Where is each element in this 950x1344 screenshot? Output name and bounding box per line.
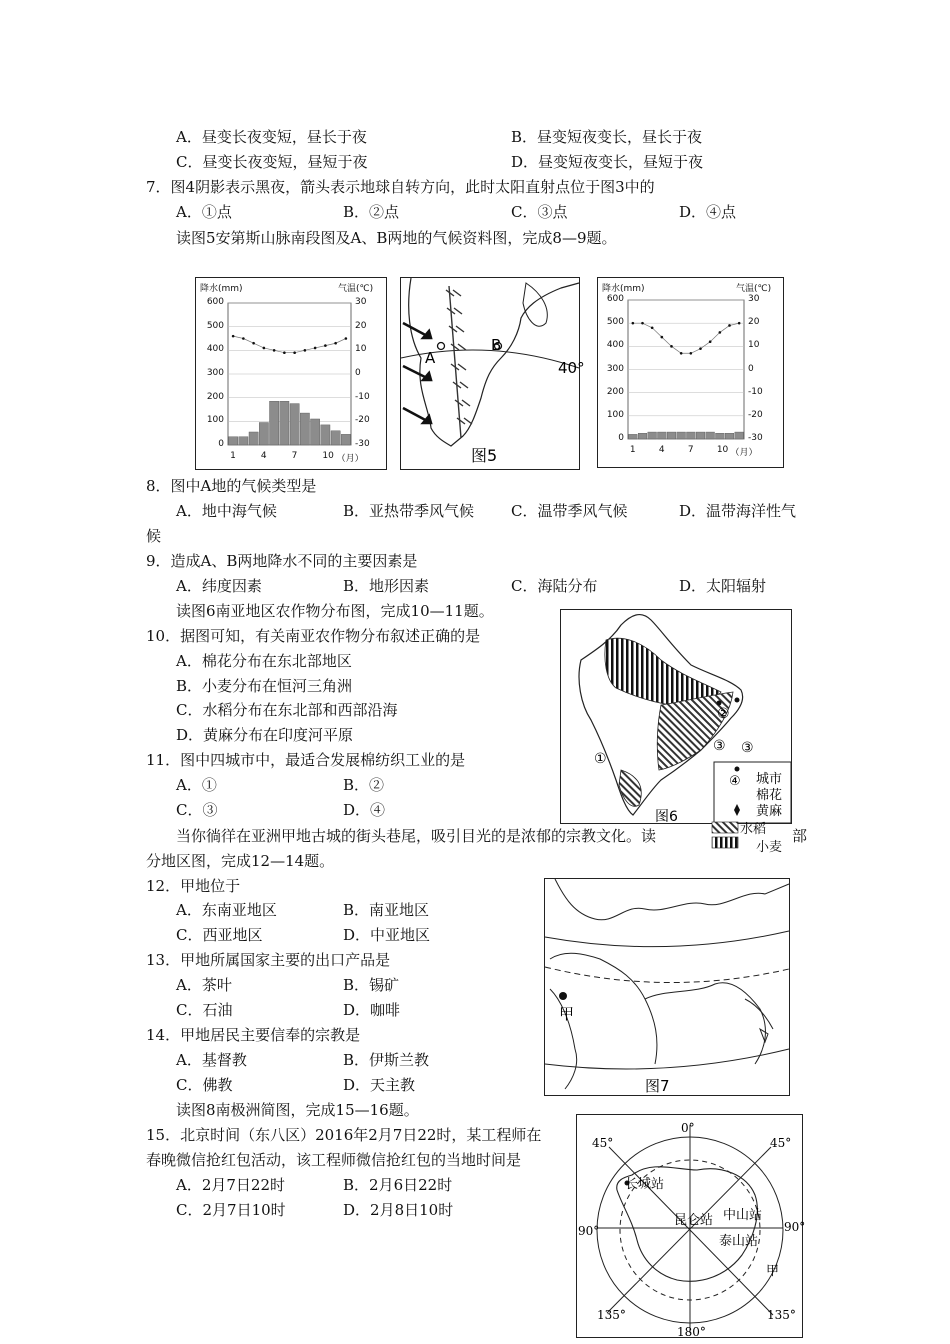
q14-option-b: B．伊斯兰教 bbox=[343, 1051, 430, 1069]
q7-option-c: C．③点 bbox=[511, 203, 568, 221]
precip-bar bbox=[735, 432, 744, 439]
q9-stem: 9．造成A、B两地降水不同的主要因素是 bbox=[146, 552, 418, 570]
q11-option-c: C．③ bbox=[176, 801, 218, 819]
temp-tick: -20 bbox=[355, 415, 370, 426]
precip-bar bbox=[658, 432, 667, 439]
point-b-label: B bbox=[491, 336, 502, 354]
temp-tick: 10 bbox=[355, 344, 367, 355]
fig6-caption: 图6 bbox=[655, 809, 678, 825]
city-3-label: ③ bbox=[713, 738, 726, 754]
precip-bar bbox=[270, 401, 279, 445]
q10-stem: 10．据图可知，有关南亚农作物分布叙述正确的是 bbox=[146, 627, 481, 645]
precip-bar bbox=[249, 432, 258, 445]
temp-point bbox=[728, 324, 731, 327]
temp-point bbox=[273, 349, 276, 352]
q9-option-a: A．纬度因素 bbox=[176, 577, 262, 595]
q14-option-d: D．天主教 bbox=[343, 1076, 416, 1094]
temp-point bbox=[232, 335, 235, 338]
month-tick: 7 bbox=[687, 445, 694, 455]
city-4-label: ④ bbox=[729, 774, 741, 789]
q6-option-b: B．昼变短夜变长，昼长于夜 bbox=[511, 128, 703, 146]
temp-point bbox=[324, 344, 327, 347]
precip-bar bbox=[648, 432, 657, 439]
q12-option-b: B．南亚地区 bbox=[343, 901, 430, 919]
precip-tick: 400 bbox=[606, 340, 624, 351]
q9-option-c: C．海陆分布 bbox=[511, 577, 598, 595]
precip-tick: 0 bbox=[218, 439, 224, 449]
temp-point bbox=[314, 347, 317, 350]
temp-tick: 20 bbox=[748, 317, 760, 328]
taishan-station: 泰山站 bbox=[719, 1234, 759, 1249]
intro-12-14-c: 分地区图，完成12—14题。 bbox=[146, 852, 335, 870]
q10-option-c: C．水稻分布在东北部和西部沿海 bbox=[176, 701, 398, 719]
precip-tick: 600 bbox=[606, 294, 624, 304]
legend-jute: 黄麻 bbox=[756, 804, 783, 819]
asia-map bbox=[544, 878, 790, 1096]
fig5-caption: 图5 bbox=[471, 446, 498, 465]
precip-tick: 500 bbox=[206, 320, 224, 331]
precip-bar bbox=[725, 433, 734, 439]
precip-tick: 300 bbox=[606, 363, 624, 374]
q12-option-c: C．西亚地区 bbox=[176, 926, 263, 944]
intro-12-14-b: 部 bbox=[792, 827, 808, 845]
latitude-label: 40° bbox=[558, 359, 585, 377]
precip-bar bbox=[629, 434, 638, 439]
q8-option-c: C．温带季风气候 bbox=[511, 502, 628, 520]
month-tick: 4 bbox=[658, 445, 665, 455]
precip-bar bbox=[280, 401, 289, 445]
lon-90-left: 90° bbox=[578, 1224, 600, 1238]
kunlun-station: 昆仑站 bbox=[674, 1213, 714, 1228]
legend-wheat: 小麦 bbox=[756, 840, 783, 855]
month-tick: 4 bbox=[260, 451, 267, 461]
lon-45-right: 45° bbox=[770, 1136, 792, 1150]
precip-bar bbox=[311, 419, 320, 445]
zhongshan-station: 中山站 bbox=[723, 1208, 763, 1223]
temp-point bbox=[738, 322, 741, 325]
temp-tick: 0 bbox=[748, 363, 754, 374]
legend-rice: 水稻 bbox=[740, 822, 767, 837]
climate-chart-b bbox=[597, 277, 784, 468]
precip-tick: 100 bbox=[206, 415, 224, 426]
q8-option-d: D．温带海洋性气 bbox=[679, 502, 797, 520]
q8-stem: 8．图中A地的气候类型是 bbox=[146, 477, 317, 495]
intro-12-14-a: 当你徜徉在亚洲甲地古城的街头巷尾，吸引目光的是浓郁的宗教文化。读 bbox=[176, 827, 657, 845]
precip-bar bbox=[331, 431, 340, 445]
precip-bar bbox=[667, 432, 676, 439]
precip-bar bbox=[677, 432, 686, 439]
q9-option-d: D．太阳辐射 bbox=[679, 577, 767, 595]
q15-stem-b: 春晚微信抢红包活动，该工程师微信抢红包的当地时间是 bbox=[146, 1151, 522, 1169]
month-tick: 10 bbox=[716, 445, 729, 455]
q6-option-a: A．昼变长夜变短，昼长于夜 bbox=[176, 128, 367, 146]
legend-city: 城市 bbox=[756, 772, 783, 787]
precip-bar bbox=[259, 423, 268, 445]
q11-stem: 11．图中四城市中，最适合发展棉纺织工业的是 bbox=[146, 751, 466, 769]
chart-a-plot bbox=[196, 278, 386, 469]
precip-bar bbox=[290, 404, 299, 445]
lon-135-right: 135° bbox=[767, 1308, 796, 1322]
temp-label-a: 气温(℃) bbox=[338, 284, 374, 294]
q12-option-a: A．东南亚地区 bbox=[176, 901, 277, 919]
precip-tick: 0 bbox=[618, 433, 624, 443]
temp-tick: 20 bbox=[355, 320, 367, 331]
precip-tick: 200 bbox=[606, 386, 624, 397]
antarctica-map bbox=[576, 1114, 806, 1339]
place-jia-label: 甲 bbox=[559, 1005, 575, 1023]
temp-point bbox=[263, 347, 266, 350]
fig7-caption: 图7 bbox=[645, 1077, 670, 1095]
precip-tick: 300 bbox=[206, 368, 224, 378]
month-tick: 1 bbox=[629, 445, 636, 455]
asia-map-svg bbox=[545, 879, 789, 1095]
temp-point bbox=[283, 351, 286, 354]
temp-point bbox=[661, 336, 664, 339]
q11-option-d: D．④ bbox=[343, 801, 386, 819]
temp-point bbox=[632, 322, 635, 325]
q15-option-b: B．2月6日22时 bbox=[343, 1176, 453, 1194]
q12-option-d: D．中亚地区 bbox=[343, 926, 431, 944]
temp-tick: 30 bbox=[355, 297, 367, 307]
temp-tick: -10 bbox=[748, 386, 763, 397]
temp-point bbox=[709, 340, 712, 343]
point-jia: 甲 bbox=[766, 1264, 780, 1279]
q9-option-b: B．地形因素 bbox=[343, 577, 430, 595]
andes-map bbox=[400, 277, 585, 470]
city-1-label: ① bbox=[594, 751, 607, 767]
temp-point bbox=[651, 327, 654, 330]
month-tick: （月） bbox=[336, 454, 364, 464]
temp-label-b: 气温(℃) bbox=[736, 284, 772, 294]
lon-45-left: 45° bbox=[592, 1136, 614, 1150]
q7-option-a: A．①点 bbox=[176, 203, 232, 221]
precip-bar bbox=[341, 434, 350, 445]
lon-180: 180° bbox=[677, 1325, 706, 1339]
q10-option-a: A．棉花分布在东北部地区 bbox=[176, 652, 352, 670]
precip-bar bbox=[321, 425, 330, 445]
q15-option-d: D．2月8日10时 bbox=[343, 1201, 454, 1219]
south-asia-map-svg bbox=[561, 610, 791, 823]
precip-bar bbox=[687, 432, 696, 439]
temp-point bbox=[345, 337, 348, 340]
temp-tick: -30 bbox=[748, 433, 763, 443]
q13-option-a: A．茶叶 bbox=[176, 976, 232, 994]
lon-0: 0° bbox=[681, 1121, 695, 1135]
temp-point bbox=[293, 351, 296, 354]
temp-point bbox=[242, 337, 245, 340]
intro-10-11: 读图6南亚地区农作物分布图，完成10—11题。 bbox=[176, 602, 494, 620]
point-a-label: A bbox=[425, 349, 436, 367]
chart-b-plot bbox=[598, 278, 783, 467]
temp-point bbox=[699, 347, 702, 350]
precip-tick: 200 bbox=[206, 391, 224, 402]
q14-option-a: A．基督教 bbox=[176, 1051, 247, 1069]
city-2-label: ② bbox=[717, 706, 730, 722]
precip-tick: 400 bbox=[206, 344, 224, 355]
antarctica-map-svg bbox=[577, 1115, 806, 1339]
lon-135-left: 135° bbox=[597, 1308, 626, 1322]
q6-option-c: C．昼变长夜变短，昼短于夜 bbox=[176, 153, 368, 171]
precip-bar bbox=[706, 432, 715, 439]
q8-option-d-cont: 候 bbox=[146, 527, 162, 545]
month-tick: 10 bbox=[322, 451, 334, 461]
q8-option-b: B．亚热带季风气候 bbox=[343, 502, 475, 520]
q8-option-a: A．地中海气候 bbox=[176, 502, 277, 520]
precip-bar bbox=[638, 433, 647, 439]
temp-point bbox=[670, 345, 673, 348]
precip-bar bbox=[300, 413, 309, 445]
q7-option-b: B．②点 bbox=[343, 203, 400, 221]
temp-point bbox=[680, 352, 683, 355]
q10-option-d: D．黄麻分布在印度河平原 bbox=[176, 726, 354, 744]
q7-stem: 7．图4阴影表示黑夜，箭头表示地球自转方向，此时太阳直射点位于图3中的 bbox=[146, 178, 655, 196]
month-tick: 7 bbox=[291, 451, 298, 461]
precip-tick: 100 bbox=[606, 409, 624, 420]
q11-option-b: B．② bbox=[343, 776, 385, 794]
q13-option-c: C．石油 bbox=[176, 1001, 233, 1019]
q15-option-c: C．2月7日10时 bbox=[176, 1201, 286, 1219]
q15-option-a: A．2月7日22时 bbox=[176, 1176, 286, 1194]
precip-bar bbox=[696, 432, 705, 439]
intro-8-9: 读图5安第斯山脉南段图及A、B两地的气候资料图，完成8—9题。 bbox=[176, 229, 617, 247]
month-tick: （月） bbox=[730, 448, 758, 458]
lon-90-right: 90° bbox=[784, 1220, 806, 1234]
precip-label-a: 降水(mm) bbox=[200, 284, 243, 294]
intro-15-16: 读图8南极洲简图，完成15—16题。 bbox=[176, 1101, 419, 1119]
precip-label-b: 降水(mm) bbox=[602, 284, 645, 294]
south-asia-map bbox=[560, 609, 792, 824]
climate-chart-a bbox=[195, 277, 387, 470]
legend-cotton: 棉花 bbox=[756, 788, 783, 803]
q13-option-b: B．锡矿 bbox=[343, 976, 400, 994]
precip-bar bbox=[229, 437, 238, 445]
q12-stem: 12．甲地位于 bbox=[146, 877, 241, 895]
temp-tick: 0 bbox=[355, 368, 361, 378]
temp-point bbox=[719, 331, 722, 334]
temp-line bbox=[633, 323, 739, 353]
temp-tick: 10 bbox=[748, 340, 760, 351]
temp-tick: -10 bbox=[355, 391, 370, 402]
temp-point bbox=[304, 349, 307, 352]
precip-bar bbox=[239, 437, 248, 445]
temp-point bbox=[641, 322, 644, 325]
q13-stem: 13．甲地所属国家主要的出口产品是 bbox=[146, 951, 391, 969]
precip-tick: 600 bbox=[206, 297, 224, 307]
q14-option-c: C．佛教 bbox=[176, 1076, 233, 1094]
q15-stem-a: 15．北京时间（东八区）2016年2月7日22时，某工程师在 bbox=[146, 1126, 542, 1144]
temp-point bbox=[252, 342, 255, 345]
month-tick: 1 bbox=[230, 451, 236, 461]
q11-option-a: A．① bbox=[176, 776, 217, 794]
andes-map-svg bbox=[401, 278, 585, 469]
q13-option-d: D．咖啡 bbox=[343, 1001, 401, 1019]
changcheng-station: 长城站 bbox=[625, 1177, 665, 1192]
q7-option-d: D．④点 bbox=[679, 203, 737, 221]
q6-option-d: D．昼变短夜变长，昼短于夜 bbox=[511, 153, 704, 171]
temp-point bbox=[334, 342, 337, 345]
q10-option-b: B．小麦分布在恒河三角洲 bbox=[176, 677, 353, 695]
temp-point bbox=[690, 352, 693, 355]
precip-bar bbox=[716, 433, 725, 439]
temp-tick: 30 bbox=[748, 294, 760, 304]
precip-tick: 500 bbox=[606, 317, 624, 328]
city-3b-label: ③ bbox=[741, 740, 754, 756]
temp-tick: -20 bbox=[748, 409, 763, 420]
legend-swatches bbox=[710, 822, 740, 852]
q14-stem: 14．甲地居民主要信奉的宗教是 bbox=[146, 1026, 361, 1044]
temp-tick: -30 bbox=[355, 439, 370, 449]
